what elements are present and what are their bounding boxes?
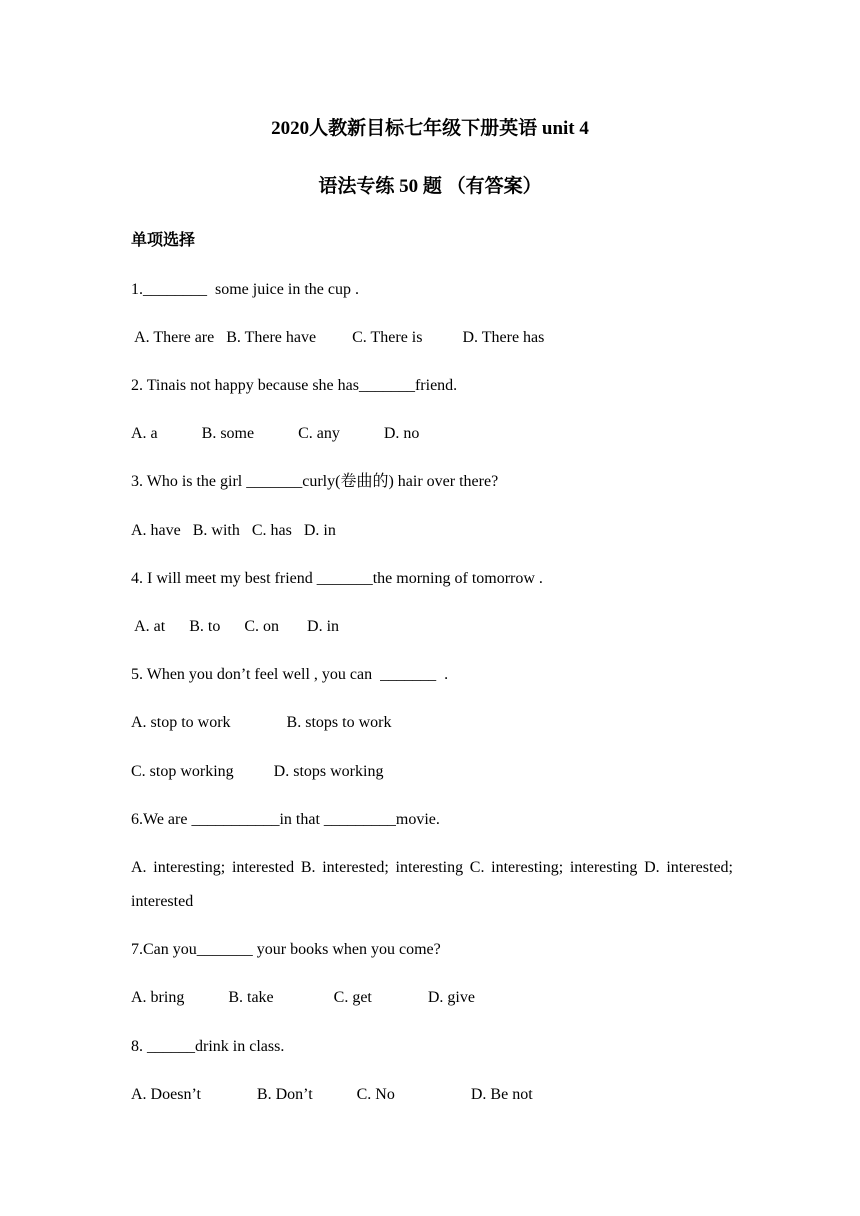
question-4-options: A. at B. to C. on D. in [131, 618, 340, 635]
question-7: 7.Can you_______ your books when you come? [131, 941, 441, 958]
question-4: 4. I will meet my best friend _______the morning of tomorrow . [131, 570, 543, 587]
question-7-options: A. bring B. take C. get D. give [131, 989, 475, 1006]
question-6-options: A. interesting; interested B. interested; interesting C. interesting; interesting D. interested; interested [131, 859, 733, 910]
question-8-options: A. Doesn’t B. Don’t C. No D. Be not [131, 1086, 533, 1103]
question-3: 3. Who is the girl _______curly(卷曲的) hair over there? [131, 473, 499, 490]
question-5-options-ab: A. stop to work B. stops to work [131, 714, 392, 731]
question-3-options: A. have B. with C. has D. in [131, 522, 336, 539]
document-title-line-1: 2020人教新目标七年级下册英语 unit 4 [271, 118, 589, 139]
question-8: 8. ______drink in class. [131, 1038, 285, 1055]
question-6: 6.We are ___________in that _________movie. [131, 811, 440, 828]
section-heading: 单项选择 [131, 232, 196, 249]
document-title-line-2: 语法专练 50 题 （有答案） [318, 176, 542, 197]
question-2-options: A. a B. some C. any D. no [131, 425, 420, 442]
question-5-options-cd: C. stop working D. stops working [131, 763, 384, 780]
question-1-options: A. There are B. There have C. There is D. There has [131, 329, 545, 346]
question-1: 1.________ some juice in the cup . [131, 281, 359, 298]
question-5: 5. When you don’t feel well , you can _______ . [131, 666, 449, 683]
question-2: 2. Tinais not happy because she has_______friend. [131, 377, 458, 394]
